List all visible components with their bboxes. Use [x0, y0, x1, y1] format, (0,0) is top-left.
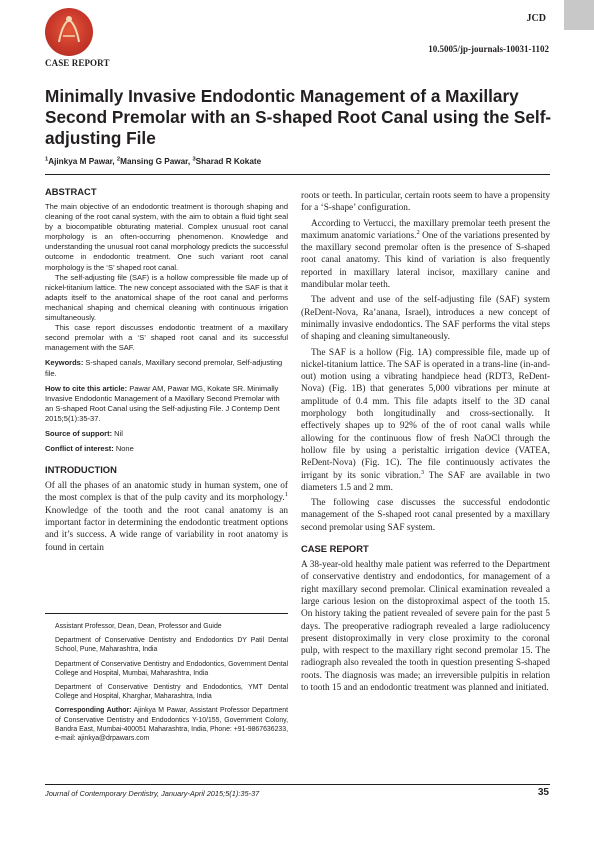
citation-sup: 3: [420, 468, 425, 476]
body-paragraph: The following case discusses the successful endodontic management of the S-shaped root canal presented by a maxillary second premolar using SAF system.: [301, 498, 550, 533]
body-paragraph: [301, 347, 550, 495]
abstract-heading: ABSTRACT: [45, 186, 97, 197]
author-list: [45, 157, 261, 166]
corresponding-author: [55, 706, 288, 743]
author-2: Mansing G Pawar,: [120, 157, 193, 166]
conflict-label: Conflict of interest:: [45, 444, 114, 454]
author-sup: 1: [45, 156, 49, 163]
affiliation-1: Department of Conservative Dentistry and Endodontics DY Patil Dental School, Pune, Maharashtra, India: [55, 637, 288, 654]
citation-label: How to cite this article:: [45, 383, 128, 393]
citation-sup: 2: [416, 228, 420, 236]
intro-text: Knowledge of the tooth and the root canal anatomy is an important factor in determining the endodontic treatment options and it’s success. A wide range of variability in root anatomy is found in certain: [45, 505, 288, 553]
abstract-paragraph: The main objective of an endodontic treatment is thorough shaping and cleaning of the root canal system, with the aim to obtain a fluid tight seal by a biocompatible obturating material. Complex unusual root canal morphology is an often-occurring phenomenon. Knowledge and understanding the unusual root canal morphology predicts the successful outcome in endodontic treatment. One such variant root canal morphology is the ‘S’ shaped root canal.: [45, 202, 288, 272]
footer-rule: [45, 784, 550, 785]
citation-text: Pawar AM, Pawar MG, Kokate SR. Minimally Invasive Endodontic Management of a Maxillary Second Premolar with an S-shaped Root Canal using the Self-adjusting File. J Contemp Dent 2015;5(1):35-37.: [45, 383, 280, 423]
right-column: [301, 190, 550, 694]
corner-badge: [564, 0, 594, 30]
support-label: Source of support:: [45, 428, 113, 438]
intro-text: Of all the phases of an anatomic study in human system, one of the most complex is that of the pulp cavity and its morphology.: [45, 481, 288, 504]
corresponding-text: Ajinkya M Pawar, Assistant Professor Department of Conservative Dentistry and Endodontics Y-10/155, Government Colony, Bandra East, Mumbai-400051 Maharashtra, India, Phone: +91-9867636233, e-mail: ajinkya@drpawars.com: [55, 707, 289, 743]
footer-journal-citation: Journal of Contemporary Dentistry, January-April 2015;5(1):35-37: [45, 789, 260, 798]
citation-sup: 1: [284, 491, 288, 499]
header-rule: [45, 174, 550, 175]
conflict-of-interest: [45, 444, 288, 454]
affiliation-2: Department of Conservative Dentistry and Endodontics, Government Dental College and Hospital, Mumbai, Maharashtra, India: [55, 660, 288, 677]
keywords-text: S-shaped canals, Maxillary second premolar, Self-adjusting file.: [45, 358, 283, 378]
affiliation-roles: Assistant Professor, Dean, Dean, Professor and Guide: [55, 623, 222, 630]
body-text: According to Vertucci, the maxillary premolar teeth present the maximum anatomic variations.: [301, 218, 550, 241]
body-text: The SAF are available in two diameters 1.5 and 2 mm.: [301, 470, 550, 493]
page-number: 35: [537, 787, 549, 798]
doi[interactable]: 10.5005/jp-journals-10031-1102: [428, 44, 549, 54]
introduction-paragraph: [45, 480, 288, 554]
body-paragraph: [301, 218, 550, 292]
body-paragraph: A 38-year-old healthy male patient was referred to the Department of conservative dentistry and endodontics, for management of a right maxillary second premolar. Clinical examination revealed a large carious lesion on the distoproximal aspect of the tooth 15. On history taking the patient revealed of severe pain for the past 5 days. The preoperative radiograph revealed a large radiolucency present distoproximally in very close proximity to the coronal pulp, with respect to the maxillary right second premolar 15. The radiograph also revealed the tooth in question presenting S-shaped roots. The diagnosis was made; an irreversible pulpitis in relation to tooth 15 and an endodontic treatment was planned and initiated.: [301, 560, 550, 693]
body-text: One of the variations presented by the maxillary second premolar often is the presence of S-shaped root canal anatomy. This kind of variation is also frequently reported in maxillary lateral incisor, maxillary canine and mandibular molar teeth.: [301, 230, 550, 291]
corresponding-label: Corresponding Author:: [55, 707, 132, 715]
case-report-heading: CASE REPORT: [301, 543, 369, 555]
article-type: CASE REPORT: [45, 58, 110, 68]
keywords: [45, 358, 288, 378]
affiliation-3: Department of Conservative Dentistry and Endodontics, YMT Dental College and Hospital, Kharghar, Maharashtra, India: [55, 684, 288, 701]
body-paragraph: roots or teeth. In particular, certain roots seem to have a propensity for a ‘S-shape’ configuration.: [301, 191, 550, 214]
author-1: Ajinkya M Pawar,: [48, 157, 117, 166]
keywords-label: Keywords:: [45, 358, 84, 368]
affiliations: [45, 613, 288, 748]
journal-logo: [45, 8, 93, 56]
author-3: Sharad R Kokate: [195, 157, 262, 166]
author-sup: 2: [116, 156, 121, 163]
author-sup: 3: [192, 156, 196, 163]
abstract-paragraph: This case report discusses endodontic treatment of a maxillary second premolar with a ‘S’ shaped root canal and its successful management with the SAF.: [45, 323, 288, 353]
introduction-heading: INTRODUCTION: [45, 464, 117, 476]
citation: [45, 384, 288, 424]
body-text: The SAF is a hollow (Fig. 1A) compressible file, made up of nickel-titanium lattice. The SAF is operated in a trans-line (in-and-out) motion using a vibrating handpiece head (RDT3, ReDent-Nova) (Fig. 1B) that generates 5,000 vibrations per minute at amplitude of 0.4 mm. This file adapts itself to the 3D canal morphology both longitudinally and cross-sectionally. It effectively shapes up to 92% of the of root canal walls while allowing for the continuous flow of fresh NaOCl through the hollow file by using a peristaltic irrigation device (VATEA, ReDent-Nova) (Fig. 1C). The file continuously activates the irrigant by its sonic vibration.: [301, 347, 550, 481]
article-title: Minimally Invasive Endodontic Management of a Maxillary Second Premolar with an S-shaped Root Canal using the Self-adjusting File: [45, 86, 552, 148]
abstract-paragraph: The self-adjusting file (SAF) is a hollow compressible file made up of nickel-titanium lattice. The new concept associated with the SAF is that it adapts itself to the anatomical shape of the root canal and performs mechanical shaping and chemical cleaning with continuous irrigation simultaneously.: [45, 272, 288, 323]
left-column: [45, 186, 288, 554]
affiliation-rule: [45, 613, 288, 614]
support-text: Nil: [112, 428, 123, 438]
body-paragraph: The advent and use of the self-adjusting file (SAF) system (ReDent-Nova, Ra’anana, Israel), introduces a new concept of minimally invasive endodontics. The SAF performs the vital steps of shaping and cleaning simultaneously.: [301, 295, 550, 343]
journal-abbreviation: JCD: [526, 13, 546, 24]
conflict-text: None: [113, 444, 134, 454]
source-of-support: [45, 429, 288, 439]
